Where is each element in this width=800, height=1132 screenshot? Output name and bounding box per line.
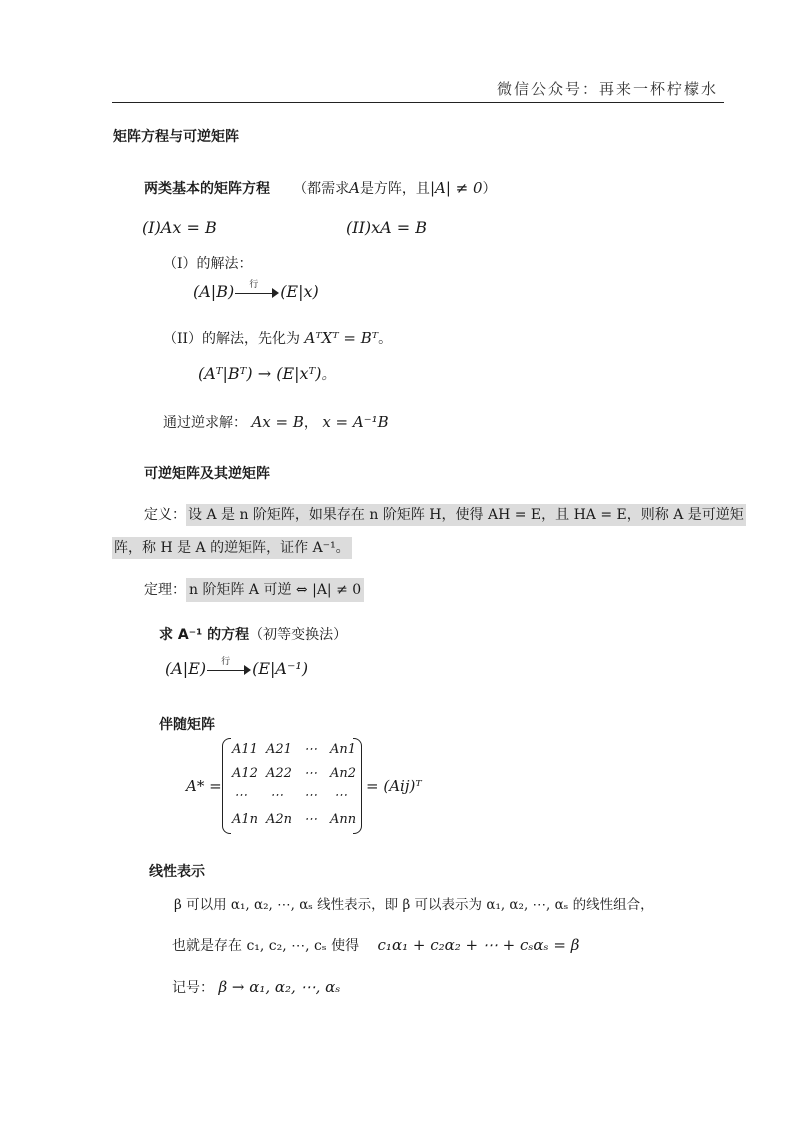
notation-eq: β → α₁, α₂, ⋯, αₛ [218, 978, 341, 996]
sec1-note-a: A [349, 179, 360, 197]
matrix-cell: ⋯ [270, 788, 283, 803]
inv-eq1: Ax = B [251, 413, 304, 431]
sol1-right: (E|x) [280, 282, 319, 301]
definition-line1 [144, 505, 746, 525]
sec4-heading: 线性表示 [149, 864, 205, 880]
linear-line1: β 可以用 α₁, α₂, ⋯, αₛ 线性表示，即 β 可以表示为 α₁, α₂, ⋯, αₛ 的线性组合， [174, 897, 654, 913]
matrix-cell: A12 [232, 766, 258, 781]
sol2-left: (Aᵀ|Bᵀ) [198, 364, 253, 383]
inv-sep: ， [303, 415, 318, 431]
matrix-cell: ⋯ [304, 788, 317, 803]
thm-label: 定理： [144, 582, 186, 598]
sol2-eq: AᵀXᵀ = Bᵀ [304, 329, 379, 347]
adjugate-rhs: = (Aij)ᵀ [366, 777, 422, 795]
matrix-cell: A1n [232, 812, 259, 827]
thm-text: n 阶矩阵 A 可逆 ⇔ |A| ≠ 0 [186, 578, 364, 602]
definition-line2 [112, 537, 352, 557]
matrix-cell: Ann [330, 812, 357, 827]
sol2-right: (E|xᵀ) [276, 364, 322, 383]
sec1-heading-line [144, 178, 497, 198]
linear-line2 [172, 935, 579, 955]
header-text: 微信公众号：再来一杯柠檬水 [496, 80, 718, 98]
sol2-line [163, 328, 392, 348]
adjugate-matrix [222, 738, 362, 834]
method-heading-line [159, 624, 347, 644]
method-formula [165, 656, 309, 678]
eq-type2: (II)xA = B [346, 218, 428, 237]
matrix-cell: ⋯ [334, 788, 347, 803]
sol1-formula [193, 279, 319, 301]
inv-eq2: x = A⁻¹B [322, 413, 389, 431]
sec2-heading: 可逆矩阵及其逆矩阵 [144, 466, 270, 482]
sec1-note-pre: （都需求 [293, 181, 350, 197]
arrow-label: 行 [221, 656, 231, 667]
linear-line2-pre: 也就是存在 c₁, c₂, ⋯, cₛ 使得 [172, 938, 360, 954]
matrix-cell: A21 [266, 742, 292, 757]
arrow-label: 行 [249, 279, 259, 290]
matrix-cell: ⋯ [304, 766, 317, 781]
sec3-heading: 伴随矩阵 [159, 717, 215, 733]
def-text2: 阵，称 H 是 A 的逆矩阵，证作 A⁻¹。 [112, 537, 352, 559]
sec1-note-post: ） [482, 181, 497, 197]
linear-line3 [172, 977, 340, 997]
def-text1: 设 A 是 n 阶矩阵，如果存在 n 阶矩阵 H，使得 AH = E，且 HA = E，则称 A 是可逆矩 [186, 504, 746, 526]
method-right: (E|A⁻¹) [252, 659, 309, 678]
sec1-note-cond: |A| ≠ 0 [429, 179, 483, 197]
matrix-cell: ⋯ [304, 812, 317, 827]
adjugate-lhs: A* = [186, 777, 222, 795]
matrix-cell: An2 [330, 766, 357, 781]
matrix-left-bracket [222, 738, 231, 834]
right-arrow-icon: → [257, 364, 272, 383]
matrix-cell: ⋯ [234, 788, 247, 803]
sec1-heading: 两类基本的矩阵方程 [144, 181, 270, 197]
method-heading: 求 A⁻¹ 的方程 [159, 627, 250, 643]
matrix-cell: ⋯ [304, 742, 317, 757]
sol2-end: 。 [321, 367, 336, 383]
def-label: 定义： [144, 507, 186, 523]
inv-line [163, 412, 389, 432]
sol2-tail: 。 [378, 331, 393, 347]
sol1-left: (A|B) [193, 282, 235, 301]
sol2-label: （II）的解法，先化为 [163, 331, 301, 347]
inv-label: 通过逆求解： [163, 415, 247, 431]
sol1-label: （I）的解法： [163, 256, 253, 272]
matrix-cell: A22 [266, 766, 292, 781]
row-arrow-icon [207, 656, 251, 677]
method-left: (A|E) [165, 659, 207, 678]
sol2-formula [198, 364, 336, 384]
matrix-cell: An1 [330, 742, 357, 757]
matrix-cell: A11 [232, 742, 258, 757]
sec1-note-mid: 是方阵，且 [359, 181, 430, 197]
notation-label: 记号： [172, 980, 214, 996]
matrix-cell: A2n [266, 812, 293, 827]
eq-type1: (I)Ax = B [142, 218, 217, 237]
header-rule [112, 102, 724, 103]
page-title: 矩阵方程与可逆矩阵 [113, 129, 239, 145]
row-arrow-icon [235, 279, 279, 300]
linear-combination-eq: c₁α₁ + c₂α₂ + ⋯ + cₛαₛ = β [377, 936, 580, 954]
method-note: （初等变换法） [249, 627, 348, 643]
theorem-line [144, 579, 364, 599]
